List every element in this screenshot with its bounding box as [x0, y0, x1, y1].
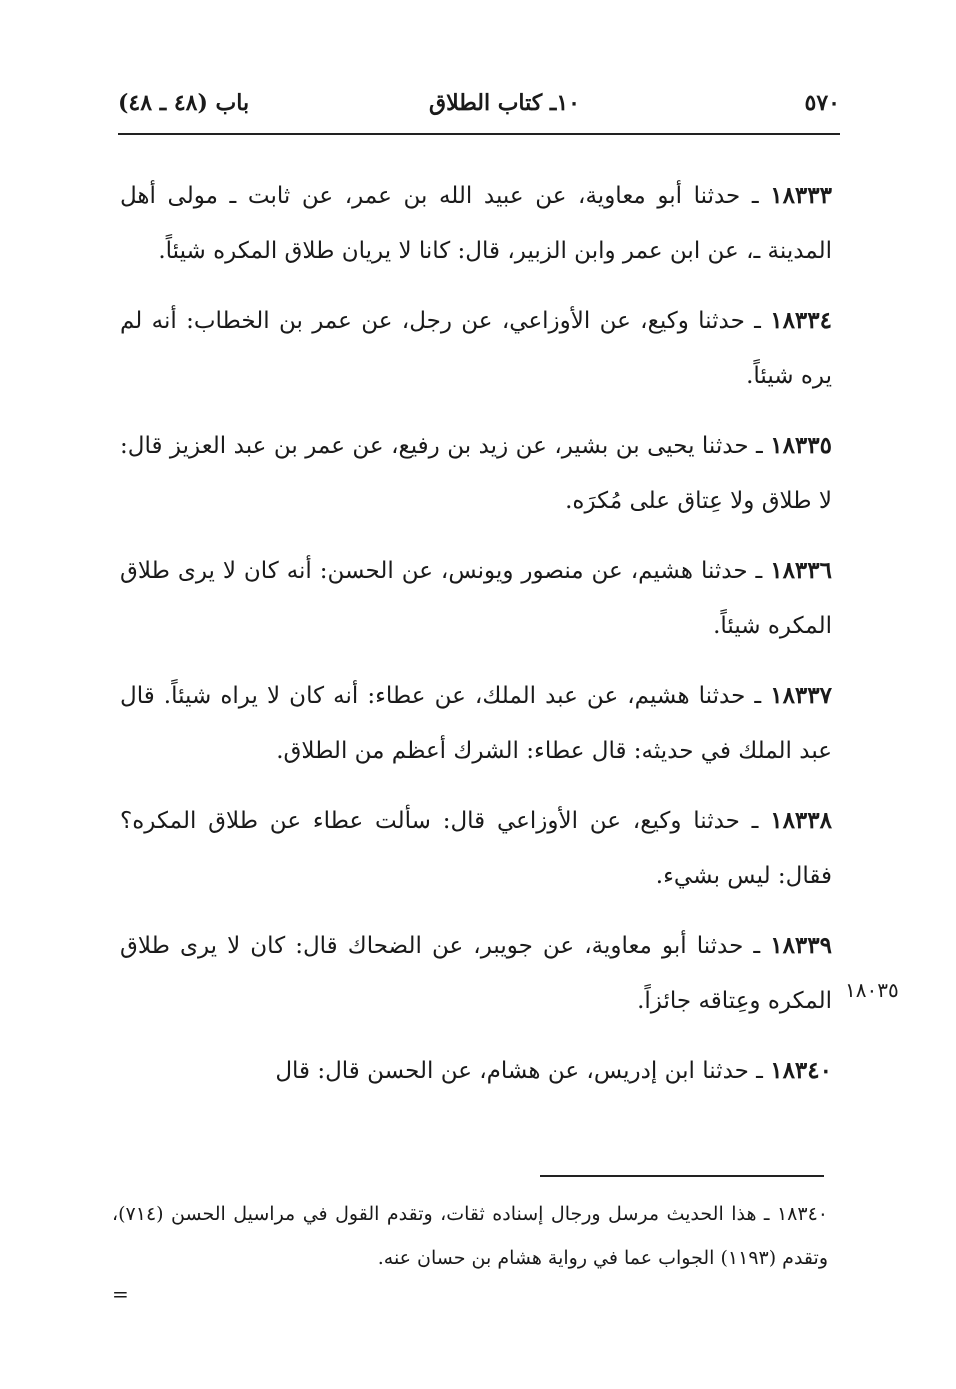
hadith-text: ـ حدثنا هشيم، عن منصور ويونس، عن الحسن: أنه كان لا يرى طلاق المكره شيئاً.: [120, 558, 832, 639]
margin-reference-number: ١٨٠٣٥: [845, 978, 899, 1002]
hadith-number: ١٨٣٣٧: [770, 682, 832, 709]
hadith-text: ـ حدثنا أبو معاوية، عن جويبر، عن الضحاك قال: كان لا يرى طلاق المكره وعِتاقه جائزاً.: [120, 933, 832, 1014]
hadith-number: ١٨٣٣٣: [770, 182, 832, 209]
hadith-paragraph: [120, 168, 832, 279]
footnote-number: ١٨٣٤٠: [776, 1203, 828, 1225]
hadith-paragraph: [120, 293, 832, 404]
hadith-text: ـ حدثنا يحيى بن بشير، عن زيد بن رفيع، عن عمر بن عبد العزيز قال: لا طلاق ولا عِتاق على مُكرَه.: [120, 433, 832, 514]
header-divider: [118, 133, 840, 135]
hadith-text: ـ حدثنا أبو معاوية، عن عبيد الله بن عمر، عن ثابت ـ مولى أهل المدينة ـ، عن ابن عمر وابن الزبير، قال: كانا لا يريان طلاق المكره شيئاً.: [120, 183, 832, 264]
hadith-number: ١٨٣٣٩: [770, 932, 832, 959]
hadith-number: ١٨٣٣٥: [770, 432, 832, 459]
hadith-text: ـ حدثنا وكيع، عن الأوزاعي قال: سألت عطاء عن طلاق المكره؟ فقال: ليس بشيء.: [120, 808, 832, 889]
footnote-divider: [540, 1175, 824, 1177]
page-header: [118, 86, 840, 128]
hadith-paragraph: [120, 418, 832, 529]
hadith-text: ـ حدثنا هشيم، عن عبد الملك، عن عطاء: أنه كان لا يراه شيئاً. قال عبد الملك في حديثه: قال عطاء: الشرك أعظم من الطلاق.: [120, 683, 832, 764]
main-text: [120, 168, 832, 1113]
hadith-number: ١٨٣٣٤: [770, 307, 832, 334]
hadith-text: ـ حدثنا ابن إدريس، عن هشام، عن الحسن قال: قال: [275, 1058, 771, 1084]
page-number: ٥٧٠: [804, 90, 840, 116]
hadith-paragraph: [120, 918, 832, 1029]
hadith-paragraph: [120, 668, 832, 779]
chapter-heading: باب (٤٨ ـ ٤٨): [118, 90, 250, 116]
hadith-paragraph: [120, 793, 832, 904]
hadith-number: ١٨٣٣٨: [770, 807, 832, 834]
hadith-paragraph: [120, 543, 832, 654]
continuation-mark: =: [112, 1282, 129, 1306]
footnote-text: ـ هذا الحديث مرسل ورجال إسناده ثقات، وتقدم القول في مراسيل الحسن (٧١٤)، وتقدم (١١٩٣) الجواب عما في رواية هشام بن حسان عنه.: [112, 1203, 828, 1269]
hadith-number: ١٨٣٣٦: [770, 557, 832, 584]
book-title: ١٠ـ كتاب الطلاق: [429, 90, 580, 116]
hadith-text: ـ حدثنا وكيع، عن الأوزاعي، عن رجل، عن عمر بن الخطاب: أنه لم يره شيئاً.: [120, 308, 832, 389]
hadith-number: ١٨٣٤٠: [770, 1057, 832, 1084]
hadith-paragraph: [120, 1043, 832, 1099]
footnote: [112, 1192, 828, 1280]
